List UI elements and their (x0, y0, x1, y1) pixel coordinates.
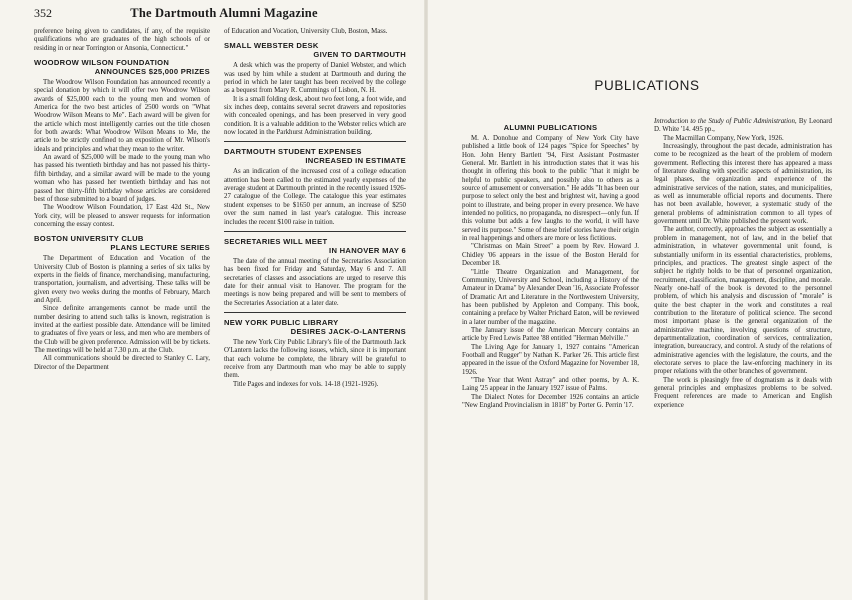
divider (224, 312, 406, 313)
continued-text: preference being given to candidates, if any, of the requisite qualifications who are graduates of the high schools of or residing in or near Torrington or Ansonia, Connecticut." (34, 28, 210, 52)
paragraph: The Department of Education and Vocation of the University Club of Boston is planning a series of six talks by experts in the fields of finance, merchandising, manufacturing, transportation, journalism, and advertising. These talks will be given every two weeks during the months of February, March and April. (34, 255, 210, 304)
paragraph: The date of the annual meeting of the Secretaries Association has been fixed for Friday and Saturday, May 6 and 7. All secretaries of classes and associations are urged to reserve this date for their annual visit to Hanover. The program for the meetings is now being prepared and will be sent to members of the Secretaries Association at a later date. (224, 257, 406, 307)
divider (224, 231, 406, 232)
publications-heading: PUBLICATIONS (594, 78, 700, 93)
page-number: 352 (34, 6, 52, 20)
paragraph: As an indication of the increased cost of a college education attention has been called to the estimated yearly expenses of the average student at Dartmouth printed in the recently issued 1926-27 catalogue of the College. The catalogue this year estimates student expenses to be $1650 per annum, an increase of $250 over the sum named in last year's catalogue. This increase includes the recent $100 raise in tuition. (224, 168, 406, 226)
paragraph: "Christmas on Main Street" a poem by Rev. Howard J. Chidley '06 appears in the issue of the Boston Herald for December 18. (462, 243, 639, 268)
continued-text: of Education and Vocation, University Club, Boston, Mass. (224, 28, 388, 35)
magazine-title: The Dartmouth Alumni Magazine (130, 6, 318, 20)
library-heading: NEW YORK PUBLIC LIBRARY DESIRES JACK-O-LANTERNS (224, 317, 406, 336)
paragraph: The Woodrow Wilson Foundation, 17 East 42d St., New York city, will be pleased to answer requests for information concerning the essay contest. (34, 204, 210, 228)
webster-desk-heading: SMALL WEBSTER DESK GIVEN TO DARTMOUTH (224, 41, 406, 60)
book-title: Introduction to the Study of Public Administration, (654, 118, 797, 125)
paragraph: "The Year that Went Astray" and other poems, by A. K. Laing '25 appear in the January 1927 issue of Palms. (462, 376, 639, 393)
paragraph: An award of $25,000 will be made to the young man who has passed his twentieth birthday and has not passed his thirty-fifth birthday, and a similar award will be made to the young woman who has passed her twentieth birthday and has not passed her thirty-fifth birthday whose articles are considered best of those submitted to a board of judges. (34, 154, 210, 203)
column-4 (654, 118, 832, 410)
book-gutter (424, 0, 428, 600)
column-1 (34, 28, 210, 372)
paragraph: The January issue of the American Mercury contains an article by Fred Lewis Pattee '88 entitled "Herman Melville." (462, 326, 639, 343)
book-citation (654, 118, 832, 135)
boston-club-heading: BOSTON UNIVERSITY CLUB PLANS LECTURE SERIES (34, 234, 210, 253)
paragraph: Since definite arrangements cannot be made until the number desiring to attend such talks is known, registration is invited at the earliest possible date. Attendance will be limited to graduates of five years or less, and men who are members of the Club will be given preference. Admission will be by tickets. The meetings will be held at 7.30 p.m. at the Club. (34, 305, 210, 354)
alumni-publications-heading: ALUMNI PUBLICATIONS (503, 123, 598, 132)
paragraph: Title Pages and indexes for vols. 14-18 (1921-1926). (233, 380, 379, 388)
wilson-foundation-heading: WOODROW WILSON FOUNDATION ANNOUNCES $25,000 PRIZES (34, 58, 210, 77)
paragraph: A desk which was the property of Daniel Webster, and which was used by him while a student at Dartmouth and during the period in which he later taught has been received by the college as a bequest from Mary R. Cummings of Lisbon, N. H. (224, 62, 406, 95)
paragraph: The Living Age for January 1, 1927 contains "American Football and Rugger" by Nathan K. Parker '26. This article first appeared in the issue of the Oxford Magazine for November 18, 1926. (462, 343, 639, 376)
paragraph: The Woodrow Wilson Foundation has announced recently a special donation by which it will offer two Woodrow Wilson awards of $25,000 each to the young men and women of America for the two best articles of 2500 words on "What Woodrow Wilson Means to Me". Each award will be given for the article which most intelligently carries out the title chosen for both awards: What Woodrow Wilson Means to Me, the article to be strictly confined to an exposition of Mr. Wilson's ideals and principles and what they mean to the writer. (34, 79, 210, 153)
divider (224, 141, 406, 142)
paragraph: The author, correctly, approaches the subject as essentially a problem in management, not of law, and in the belief that administration, in whatever governmental unit found, is substantially uniform in its essential characteristics, problems, principles, and practices. The greatest single aspect of the subject he rightly holds to be that of personnel organization, recruitment, classification, management, discipline, and morale. Nearly one-half of the book is devoted to the personnel problem, of which his analysis and discussion of "morale" is quite the best chapter in the work and constitutes a real contribution to the literature of political science. The second most important phase is the general organization of the administrative machine, involving questions of structure, departmentalization, coordination of services, centralization, integration, bureaucracy, and control. A study of the relations of administrative agencies with the legislature, the courts, and the electorate serves to place the law-enforcing machinery in its proper relations with the other branches of government. (654, 226, 832, 376)
paragraph: "Little Theatre Organization and Management, for Community, University and School, including a History of the Amateur in Drama" by Alexander Dean '16, Associate Professor of Dramatic Art and Literature in the Northwestern University, has been published by Appleton and Company. This book, containing a preface by Walter Prichard Eaton, will be reviewed in a later number of the magazine. (462, 268, 639, 326)
paragraph: M. A. Donohue and Company of New York City have published a little book of 124 pages "Spice for Speeches" by Hon. John Henry Bartlett '94, First Assistant Postmaster General. Mr. Bartlett in his introduction states that it was his thought in offering this book to the public "that it might be helpful to public speakers, and possibly also to others as a source of amusement or conversation." He adds "It has been our purpose to select only the best and brightest wit, having a good point to illustrate, and being proper in every presence. We have intended no politics, no propaganda, no disrespect—only fun. If this volume but adds a few laughs to the world, it will have served its purpose." Some of these brief stories have their origin in real happenings and others are more or less fictitious. (462, 135, 639, 243)
book-publisher: The Macmillan Company, New York, 1926. (663, 134, 784, 142)
paragraph: The work is pleasingly free of dogmatism as it deals with general principles and emphasizes problems to be solved. Frequent references are made to American and English experience (654, 376, 832, 409)
paragraph: The new York City Public Library's file of the Dartmouth Jack O'Lantern lacks the following issues, which, since it is important that each volume be complete, the library will be grateful to receive from any Dartmouth man who may be able to supply them. (224, 338, 406, 380)
running-head (34, 6, 414, 22)
paragraph: It is a small folding desk, about two feet long, a foot wide, and six inches deep, contains several secret drawers and repositories with concealed openings, and has been preserved in very good condition. It is a valuable addition to the Webster relics which are now located in the Parkhurst Administration building. (224, 95, 406, 137)
paragraph: Increasingly, throughout the past decade, administration has come to be recognized as the heart of the problem of modern government. Reflecting this interest there has appeared a mass of literature dealing with specific aspects of administration, its legal phases, the organization and experience of the administrative services of the nation, states, and municipalities, as well as innumerable official reports and documents. There has not been available, however, a systematic study of the general problems of administration common to all types of government until Dr. White published the present work. (654, 143, 832, 226)
column-3 (462, 118, 639, 410)
column-2 (224, 28, 406, 389)
book-author: By Leonard D. White '14. 495 pp., (654, 118, 832, 134)
secretaries-heading: SECRETARIES WILL MEET IN HANOVER MAY 6 (224, 236, 406, 255)
paragraph: All communications should be directed to Stanley C. Lary, Director of the Department (34, 355, 210, 371)
paragraph: The Dialect Notes for December 1926 contains an article "New England Provincialism in 1818" by Porter G. Perrin '17. (462, 393, 639, 409)
student-expenses-heading: DARTMOUTH STUDENT EXPENSES INCREASED IN ESTIMATE (224, 147, 406, 166)
